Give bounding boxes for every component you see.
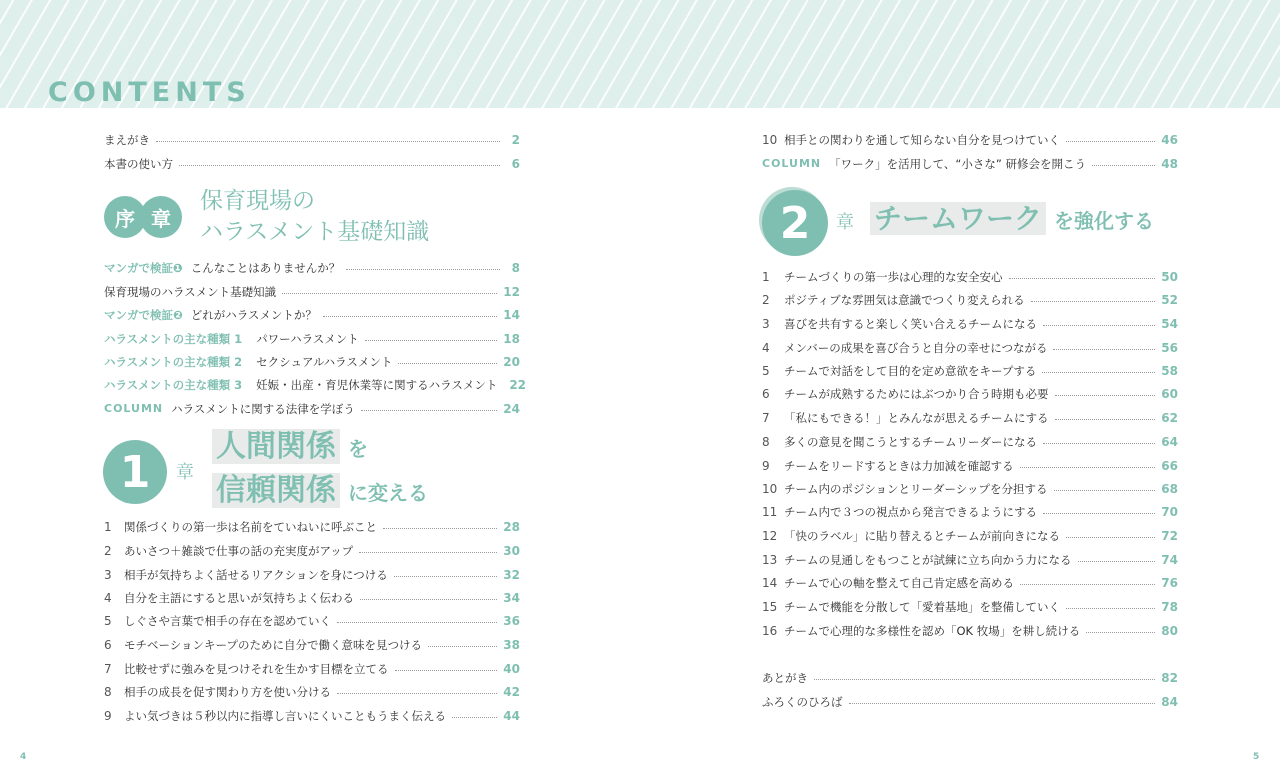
- toc-label: チーム内で３つの視点から発言できるようにする: [784, 505, 1037, 519]
- toc-page: 28: [503, 520, 520, 534]
- toc-number: 11: [762, 505, 778, 519]
- toc-label: まえがき: [104, 133, 150, 147]
- toc-item-ch2-7[interactable]: [762, 409, 1178, 427]
- toc-item-ch2-12[interactable]: [762, 527, 1178, 545]
- toc-item-ch1-2[interactable]: [104, 542, 520, 560]
- toc-item-prologue-6[interactable]: [104, 376, 527, 394]
- toc-tag: ハラスメントの主な種類 1: [104, 332, 243, 346]
- toc-page: 68: [1161, 482, 1178, 496]
- toc-number: 4: [762, 341, 770, 355]
- toc-page: 80: [1161, 624, 1178, 638]
- dot-leader: [156, 141, 500, 142]
- toc-page: 40: [503, 662, 520, 676]
- toc-number: 4: [104, 591, 112, 605]
- dot-leader: [428, 646, 497, 647]
- toc-item-ch2-11[interactable]: [762, 503, 1178, 521]
- toc-page: 78: [1161, 600, 1178, 614]
- dot-leader: [1066, 141, 1155, 142]
- chapter2-chap-label: 章: [836, 212, 854, 233]
- toc-page: 14: [503, 308, 520, 322]
- dot-leader: [394, 576, 498, 577]
- toc-label: 「快のラベル」に貼り替えるとチームが前向きになる: [784, 529, 1060, 543]
- toc-number: 1: [762, 270, 770, 284]
- toc-item-ch2-13[interactable]: [762, 551, 1178, 569]
- toc-item-ch1-4[interactable]: [104, 589, 520, 607]
- toc-page: 6: [511, 157, 520, 171]
- toc-page: 72: [1161, 529, 1178, 543]
- toc-label: 「私にもできる！」とみんなが思えるチームにする: [784, 411, 1049, 425]
- toc-tag: マンガで検証❶: [104, 261, 183, 275]
- toc-label: 比較せずに強みを見つけそれを生かす目標を立てる: [124, 662, 389, 676]
- toc-item-prologue-column[interactable]: [104, 400, 520, 418]
- toc-page: 76: [1161, 576, 1178, 590]
- toc-page: 50: [1161, 270, 1178, 284]
- toc-number: 3: [104, 568, 112, 582]
- toc-item-prologue-4[interactable]: [104, 330, 520, 348]
- chapter1-number-badge: 1: [103, 440, 167, 504]
- toc-label: メンバーの成果を喜び合うと自分の幸せにつながる: [784, 341, 1048, 355]
- toc-item-ch1-5[interactable]: [104, 612, 520, 630]
- toc-label: パワーハラスメント: [256, 332, 359, 346]
- toc-label: 自分を主語にすると思いが気持ちよく伝わる: [124, 591, 354, 605]
- toc-page: 30: [503, 544, 520, 558]
- toc-page: 42: [503, 685, 520, 699]
- toc-label: 相手との関わりを通して知らない自分を見つけていく: [784, 133, 1060, 147]
- toc-label: チーム内のポジションとリーダーシップを分担する: [784, 482, 1048, 496]
- toc-item-prologue-1[interactable]: [104, 259, 520, 277]
- toc-item-ch2-16[interactable]: [762, 622, 1178, 640]
- toc-page: 12: [503, 285, 520, 299]
- dot-leader: [383, 528, 497, 529]
- toc-item-ch2-15[interactable]: [762, 598, 1178, 616]
- toc-label: チームづくりの第一歩は心理的な安全安心: [784, 270, 1003, 284]
- toc-item-ch1-7[interactable]: [104, 660, 520, 678]
- dot-leader: [1043, 443, 1155, 444]
- toc-item-prologue-3[interactable]: [104, 306, 520, 324]
- toc-item-ch2-4[interactable]: [762, 339, 1178, 357]
- toc-label: どれがハラスメントか？: [190, 308, 317, 322]
- toc-page: 64: [1161, 435, 1178, 449]
- dot-leader: [1043, 325, 1155, 326]
- contents-title: CONTENTS: [48, 77, 251, 108]
- toc-number: 10: [762, 133, 778, 147]
- toc-label: チームをリードするときは力加減を確認する: [784, 459, 1014, 473]
- toc-page: 20: [503, 355, 520, 369]
- chapter2-title-suffix: を強化する: [1054, 209, 1155, 233]
- toc-label: 関係づくりの第一歩は名前をていねいに呼ぶこと: [124, 520, 377, 534]
- chapter2-title-highlight: チームワーク: [870, 202, 1046, 235]
- toc-tag: ハラスメントの主な種類 3: [104, 378, 243, 392]
- dot-leader: [1031, 301, 1156, 302]
- toc-label: モチベーションキープのために自分で働く意味を見つける: [124, 638, 422, 652]
- dot-leader: [849, 703, 1156, 704]
- toc-item-ch2-14[interactable]: [762, 574, 1178, 592]
- column-tag: COLUMN: [104, 402, 164, 415]
- toc-label: チームで機能を分散して「愛着基地」を整備していく: [784, 600, 1060, 614]
- toc-label: ハラスメントに関する法律を学ぼう: [171, 402, 355, 416]
- toc-page: 60: [1161, 387, 1178, 401]
- toc-label: チームが成熟するためにはぶつかり合う時期も必要: [784, 387, 1049, 401]
- toc-label: 妊娠・出産・育児休業等に関するハラスメント: [256, 378, 498, 392]
- dot-leader: [1053, 349, 1155, 350]
- toc-number: 8: [762, 435, 770, 449]
- dot-leader: [1020, 467, 1156, 468]
- chapter1-title-line1: [212, 428, 368, 468]
- toc-number: 10: [762, 482, 778, 496]
- toc-number: 16: [762, 624, 778, 638]
- dot-leader: [337, 622, 497, 623]
- toc-page: 48: [1161, 157, 1178, 171]
- toc-label: 保育現場のハラスメント基礎知識: [104, 285, 277, 299]
- toc-item-ch1-1[interactable]: [104, 518, 520, 536]
- toc-number: 3: [762, 317, 770, 331]
- dot-leader: [323, 316, 497, 317]
- toc-item-ch1-column[interactable]: [762, 155, 1178, 173]
- toc-page: 36: [503, 614, 520, 628]
- toc-label: セクシュアルハラスメント: [256, 355, 393, 369]
- toc-page: 54: [1161, 317, 1178, 331]
- toc-page: 38: [503, 638, 520, 652]
- prologue-title-line2: ハラスメント基礎知識: [200, 219, 430, 245]
- toc-page: 52: [1161, 293, 1178, 307]
- toc-page: 56: [1161, 341, 1178, 355]
- chapter1-title-particle-b: に変える: [348, 481, 428, 505]
- toc-number: 9: [762, 459, 770, 473]
- toc-number: 5: [762, 364, 770, 378]
- toc-page: 18: [503, 332, 520, 346]
- dot-leader: [1066, 537, 1155, 538]
- toc-page: 46: [1161, 133, 1178, 147]
- toc-number: 15: [762, 600, 778, 614]
- dot-leader: [398, 363, 497, 364]
- toc-label: 相手が気持ちよく話せるリアクションを身につける: [124, 568, 388, 582]
- toc-item-ch1-8[interactable]: [104, 683, 520, 701]
- toc-label: よい気づきは５秒以内に指導し言いにくいこともうまく伝える: [124, 709, 446, 723]
- toc-label: こんなことはありませんか？: [190, 261, 341, 275]
- toc-number: 13: [762, 553, 778, 567]
- dot-leader: [1054, 490, 1156, 491]
- dot-leader: [1055, 419, 1156, 420]
- toc-page: 74: [1161, 553, 1178, 567]
- toc-item-ch1-3[interactable]: [104, 566, 520, 584]
- toc-page: 8: [511, 261, 520, 275]
- toc-label: しぐさや言葉で相手の存在を認めていく: [124, 614, 331, 628]
- toc-number: 1: [104, 520, 112, 534]
- dot-leader: [337, 693, 497, 694]
- column-tag: COLUMN: [762, 157, 822, 170]
- toc-item-ch1-10[interactable]: [762, 131, 1178, 149]
- dot-leader: [814, 679, 1155, 680]
- toc-item-ch2-9[interactable]: [762, 457, 1178, 475]
- toc-page: 82: [1161, 671, 1178, 685]
- toc-item-ch2-5[interactable]: [762, 362, 1178, 380]
- chapter2-title: [870, 200, 1154, 240]
- chapter2-number-badge: 2: [762, 190, 828, 256]
- toc-item-usage[interactable]: [104, 155, 520, 173]
- toc-page: 34: [503, 591, 520, 605]
- toc-number: 12: [762, 529, 778, 543]
- dot-leader: [1066, 608, 1155, 609]
- toc-number: 8: [104, 685, 112, 699]
- toc-tag: マンガで検証❷: [104, 308, 183, 322]
- dot-leader: [1043, 513, 1155, 514]
- toc-item-furoku[interactable]: [762, 693, 1178, 711]
- toc-item-atogaki[interactable]: [762, 669, 1178, 687]
- toc-item-ch2-8[interactable]: [762, 433, 1178, 451]
- toc-label: チームで心理的な多様性を認め「OK 牧場」を耕し続ける: [784, 624, 1081, 638]
- dot-leader: [346, 269, 500, 270]
- toc-label: 「ワーク」を活用して、“小さな” 研修会を開こう: [829, 157, 1086, 171]
- toc-number: 7: [762, 411, 770, 425]
- chapter1-title-highlight-a: 人間関係: [212, 429, 340, 464]
- dot-leader: [1092, 165, 1155, 166]
- toc-label: 多くの意見を聞こうとするチームリーダーになる: [784, 435, 1037, 449]
- toc-page: 24: [503, 402, 520, 416]
- dot-leader: [1009, 278, 1156, 279]
- chapter1-chap-label: 章: [176, 462, 194, 483]
- dot-leader: [1020, 584, 1155, 585]
- toc-label: チームの見通しをもつことが試練に立ち向かう力になる: [784, 553, 1072, 567]
- toc-page: 32: [503, 568, 520, 582]
- toc-item-maegaki[interactable]: [104, 131, 520, 149]
- prologue-title-line1: 保育現場の: [200, 188, 315, 214]
- toc-number: 9: [104, 709, 112, 723]
- toc-item-prologue-2[interactable]: [104, 283, 520, 301]
- toc-page: 70: [1161, 505, 1178, 519]
- page-number-left: 4: [20, 752, 27, 762]
- dot-leader: [452, 717, 497, 718]
- toc-item-ch1-9[interactable]: [104, 707, 520, 725]
- toc-number: 7: [104, 662, 112, 676]
- toc-item-ch2-1[interactable]: [762, 268, 1178, 286]
- dot-leader: [361, 410, 498, 411]
- toc-page: 84: [1161, 695, 1178, 709]
- toc-item-ch2-10[interactable]: [762, 480, 1178, 498]
- toc-number: 6: [104, 638, 112, 652]
- chapter1-title-line2: [212, 472, 428, 512]
- dot-leader: [282, 293, 497, 294]
- toc-label: ふろくのひろば: [762, 695, 843, 709]
- toc-page: 2: [511, 133, 520, 147]
- toc-item-ch2-2[interactable]: [762, 291, 1178, 309]
- page-number-right: 5: [1253, 752, 1260, 762]
- toc-label: 相手の成長を促す関わり方を使い分ける: [124, 685, 331, 699]
- toc-page: 66: [1161, 459, 1178, 473]
- prologue-circle-1: 序: [104, 196, 146, 238]
- toc-label: チームで対話をして目的を定め意欲をキープする: [784, 364, 1037, 378]
- toc-page: 22: [509, 378, 527, 392]
- chapter1-title-particle-a: を: [348, 437, 368, 461]
- toc-label: チームで心の軸を整えて自己肯定感を高める: [784, 576, 1014, 590]
- toc-number: 2: [762, 293, 770, 307]
- toc-label: 本書の使い方: [104, 157, 173, 171]
- dot-leader: [1042, 372, 1155, 373]
- toc-tag: ハラスメントの主な種類 2: [104, 355, 243, 369]
- toc-number: 14: [762, 576, 778, 590]
- toc-item-ch2-6[interactable]: [762, 385, 1178, 403]
- toc-page: 62: [1161, 411, 1178, 425]
- dot-leader: [1055, 395, 1156, 396]
- toc-number: 5: [104, 614, 112, 628]
- toc-page: 58: [1161, 364, 1178, 378]
- dot-leader: [360, 599, 497, 600]
- prologue-circle-2: 章: [140, 196, 182, 238]
- dot-leader: [395, 670, 498, 671]
- toc-item-ch1-6[interactable]: [104, 636, 520, 654]
- chapter1-title-highlight-b: 信頼関係: [212, 473, 340, 508]
- toc-label: 喜びを共有すると楽しく笑い合えるチームになる: [784, 317, 1037, 331]
- dot-leader: [179, 165, 500, 166]
- dot-leader: [359, 552, 497, 553]
- toc-label: あいさつ＋雑談で仕事の話の充実度がアップ: [124, 544, 354, 558]
- toc-item-ch2-3[interactable]: [762, 315, 1178, 333]
- toc-label: ポジティブな雰囲気は意識でつくり変えられる: [784, 293, 1025, 307]
- toc-number: 6: [762, 387, 770, 401]
- dot-leader: [365, 340, 498, 341]
- dot-leader: [1086, 632, 1155, 633]
- toc-item-prologue-5[interactable]: [104, 353, 520, 371]
- toc-label: あとがき: [762, 671, 808, 685]
- dot-leader: [1078, 561, 1156, 562]
- toc-page: 44: [503, 709, 520, 723]
- toc-number: 2: [104, 544, 112, 558]
